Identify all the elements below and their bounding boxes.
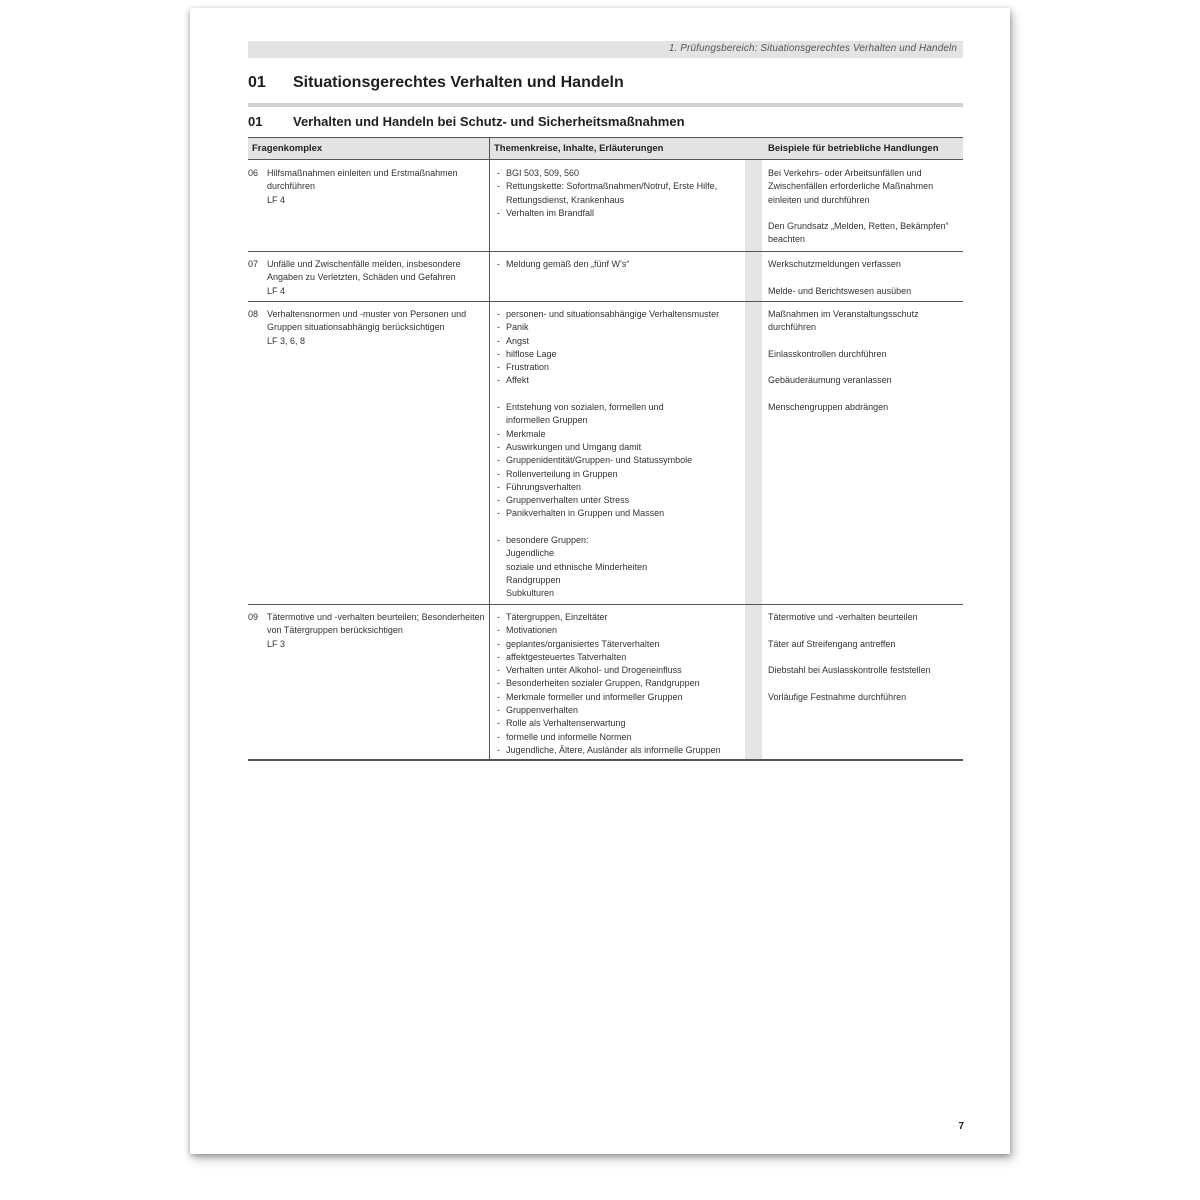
example-line: beachten [768, 234, 806, 245]
column-header-beispiele: Beispiele für betriebliche Handlungen [768, 143, 939, 154]
column-shade [745, 605, 762, 760]
question-line: Angaben zu Verletzten, Schäden und Gefahren [267, 272, 456, 283]
column-shade [745, 252, 762, 301]
example-line: Melde- und Berichtswesen ausüben [768, 285, 912, 296]
example-line: Gebäuderäumung veranlassen [768, 375, 892, 386]
question-line: LF 4 [267, 194, 286, 205]
curriculum-table [248, 137, 963, 761]
section-title: Situationsgerechtes Verhalten und Handeln [293, 74, 624, 91]
topic-item: - Tätergruppen, Einzeltäter [497, 612, 608, 622]
column-divider [489, 137, 490, 760]
question-line: Gruppen situationsabhängig berücksichtigen [267, 322, 445, 333]
row-topics [497, 258, 629, 271]
running-header [248, 41, 963, 58]
row-examples [768, 258, 911, 298]
topic-item: - Rolle als Verhaltenserwartung [497, 718, 626, 729]
topic-item: - hilflose Lage [497, 348, 557, 359]
question-line: von Tätergruppen berücksichtigen [267, 625, 403, 636]
topic-item: - Verhalten unter Alkohol- und Drogeneinfluss [497, 665, 682, 676]
row-examples [768, 167, 949, 247]
row-number: 09 [248, 612, 259, 622]
question-line: LF 3 [267, 638, 286, 649]
row-topics [497, 308, 719, 601]
question-line: durchführen [267, 181, 316, 192]
table-rule [248, 159, 963, 160]
example-line: Maßnahmen im Veranstaltungsschutz [768, 309, 919, 319]
topic-item: - Jugendliche, Ältere, Ausländer als informelle Gruppen [497, 744, 721, 755]
section-divider [248, 103, 963, 107]
table-rule [248, 251, 963, 252]
table-header-row [248, 137, 963, 159]
table-rule [248, 604, 963, 605]
question-line: Unfälle und Zwischenfälle melden, insbesondere [267, 259, 461, 269]
topic-item: - Frustration [497, 362, 550, 373]
row-question [267, 308, 487, 348]
topic-item: - geplantes/organisiertes Täterverhalten [497, 638, 660, 649]
example-line: einleiten und durchführen [768, 194, 870, 205]
example-line: Diebstahl bei Auslasskontrolle feststellen [768, 665, 931, 676]
document-page [190, 8, 1010, 1154]
row-question [267, 258, 487, 298]
topic-item: - Verhalten im Brandfall [497, 207, 595, 218]
topic-continuation: soziale und ethnische Minderheiten [506, 561, 648, 572]
table-rule [248, 137, 963, 138]
topic-item: - Rollenverteilung in Gruppen [497, 468, 618, 479]
row-topics [497, 167, 717, 220]
example-line: durchführen [768, 322, 817, 333]
topic-item: - personen- und situationsabhängige Verhaltensmuster [497, 309, 720, 319]
page-number: 7 [958, 1121, 964, 1132]
example-line: Werkschutzmeldungen verfassen [768, 259, 901, 269]
row-question [267, 611, 487, 651]
example-line: Täter auf Streifengang antreffen [768, 638, 896, 649]
column-shade [745, 302, 762, 604]
topic-item: - Führungsverhalten [497, 481, 582, 492]
example-line: Bei Verkehrs- oder Arbeitsunfällen und [768, 168, 922, 178]
example-line: Den Grundsatz „Melden, Retten, Bekämpfen“ [768, 221, 949, 232]
row-number: 06 [248, 168, 259, 178]
topic-continuation: Subkulturen [506, 588, 555, 599]
question-line: Verhaltensnormen und -muster von Personen und [267, 309, 467, 319]
column-header-fragenkomplex: Fragenkomplex [252, 143, 323, 154]
topic-item: - Gruppenidentität/Gruppen- und Statussymbole [497, 455, 693, 466]
topic-continuation: Randgruppen [506, 574, 561, 585]
topic-item: - Rettungskette: Sofortmaßnahmen/Notruf, Erste Hilfe, [497, 181, 718, 192]
row-examples [768, 308, 919, 414]
topic-item: - Besonderheiten sozialer Gruppen, Randgruppen [497, 678, 700, 689]
topic-item: - Motivationen [497, 625, 558, 636]
topic-item: - Merkmale [497, 428, 546, 439]
question-line: Hilfsmaßnahmen einleiten und Erstmaßnahmen [267, 168, 458, 178]
topic-continuation: informellen Gruppen [506, 415, 588, 426]
topic-item: - formelle und informelle Normen [497, 731, 632, 742]
topic-item: - Merkmale formeller und informeller Gruppen [497, 691, 683, 702]
example-line: Zwischenfällen erforderliche Maßnahmen [768, 181, 934, 192]
column-shade [745, 159, 762, 251]
topic-item: - Auswirkungen und Umgang damit [497, 441, 642, 452]
topic-item: - affektgesteuertes Tatverhalten [497, 651, 627, 662]
question-line: LF 3, 6, 8 [267, 335, 306, 346]
topic-item: - BGI 503, 509, 560 [497, 168, 580, 178]
topic-item: - besondere Gruppen: [497, 535, 589, 546]
topic-continuation: Rettungsdienst, Krankenhaus [506, 194, 625, 205]
topic-item: - Gruppenverhalten unter Stress [497, 495, 630, 506]
topic-item: - Angst [497, 335, 530, 346]
row-number: 08 [248, 309, 259, 319]
question-line: LF 4 [267, 285, 286, 296]
topic-item: - Affekt [497, 375, 529, 386]
example-line: Tätermotive und -verhalten beurteilen [768, 612, 918, 622]
example-line: Menschengruppen abdrängen [768, 402, 889, 413]
running-header-text: 1. Prüfungsbereich: Situationsgerechtes Verhalten und Handeln [668, 43, 957, 54]
table-rule [248, 301, 963, 302]
topic-item: - Panikverhalten in Gruppen und Massen [497, 508, 665, 519]
row-topics [497, 611, 721, 757]
subsection-title: Verhalten und Handeln bei Schutz- und Sicherheitsmaßnahmen [293, 114, 685, 129]
column-header-themenkreise: Themenkreise, Inhalte, Erläuterungen [494, 143, 664, 154]
topic-item: - Entstehung von sozialen, formellen und [497, 402, 664, 413]
row-question [267, 167, 487, 207]
row-examples [768, 611, 931, 704]
topic-item: - Meldung gemäß den „fünf W’s“ [497, 259, 630, 269]
subsection-number: 01 [248, 114, 263, 129]
question-line: Tätermotive und -verhalten beurteilen; Besonderheiten [267, 612, 485, 622]
topic-continuation: Jugendliche [506, 548, 555, 559]
row-number: 07 [248, 259, 259, 269]
table-rule [248, 759, 963, 761]
example-line: Vorläufige Festnahme durchführen [768, 691, 907, 702]
section-number: 01 [248, 74, 266, 91]
topic-item: - Panik [497, 322, 529, 333]
topic-item: - Gruppenverhalten [497, 705, 579, 716]
example-line: Einlasskontrollen durchführen [768, 348, 887, 359]
